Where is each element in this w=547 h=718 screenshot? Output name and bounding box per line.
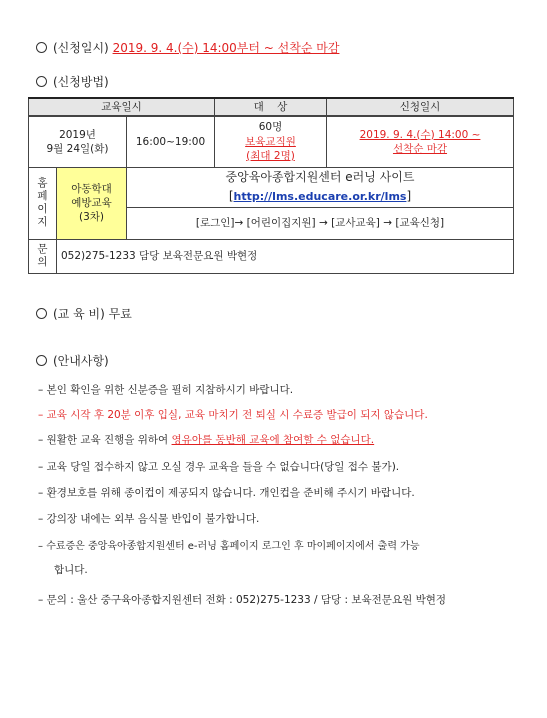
homepage-label-char: 페 bbox=[37, 190, 48, 202]
circle-bullet-icon bbox=[36, 308, 47, 319]
list-item bbox=[38, 592, 446, 607]
notice-item-1: 본인 확인을 위한 신분증을 필히 지참하시기 바랍니다. bbox=[46, 384, 294, 396]
schedule-table bbox=[28, 97, 514, 274]
circle-bullet-icon bbox=[36, 355, 47, 366]
bracket-close: ] bbox=[406, 188, 412, 203]
dash-bullet: – bbox=[38, 487, 44, 499]
table-row bbox=[29, 116, 514, 167]
homepage-label-char: 지 bbox=[37, 216, 48, 228]
list-item bbox=[38, 382, 293, 397]
date-value: 2019. 9. 4.(수) 14:00부터 ~ 선착순 마감 bbox=[112, 41, 340, 55]
notice-item-6: 강의장 내에는 외부 음식물 반입이 불가합니다. bbox=[46, 513, 260, 525]
homepage-label-char: 홈 bbox=[37, 177, 48, 189]
notice-item-3-warning: 영유아를 동반해 교육에 참여할 수 없습니다. bbox=[171, 434, 375, 446]
homepage-label-cell bbox=[29, 167, 57, 239]
table-header-row bbox=[29, 98, 514, 116]
course-name-1: 아동학대 bbox=[71, 182, 112, 195]
apply-date-end: 선착순 마감 bbox=[392, 142, 448, 155]
dash-bullet: – bbox=[38, 409, 44, 421]
header-target: 대 상 bbox=[215, 98, 327, 116]
target-cell bbox=[215, 116, 327, 167]
list-item bbox=[38, 485, 415, 500]
dash-bullet: – bbox=[38, 594, 44, 606]
dash-bullet: – bbox=[38, 513, 44, 525]
list-item bbox=[38, 459, 399, 474]
course-round: (3차) bbox=[78, 211, 105, 224]
contact-label-char: 문 bbox=[37, 243, 48, 255]
fee-label: (교 육 비) bbox=[53, 307, 105, 321]
dash-bullet: – bbox=[38, 461, 44, 473]
table-row bbox=[29, 167, 514, 207]
notice-title bbox=[36, 352, 109, 369]
dash-bullet: – bbox=[38, 541, 43, 552]
date-line bbox=[36, 39, 339, 56]
fee-line bbox=[36, 305, 132, 322]
site-url-link[interactable]: http://lms.educare.or.kr/lms bbox=[233, 189, 407, 203]
table-row bbox=[29, 239, 514, 273]
fee-value: 무료 bbox=[108, 307, 132, 321]
apply-date-cell bbox=[327, 116, 514, 167]
edu-date-cell bbox=[29, 116, 127, 167]
contact-cell: 052)275-1233 담당 보육전문요원 박현정 bbox=[57, 239, 514, 273]
dash-bullet: – bbox=[38, 434, 44, 446]
target-limit: (최대 2명) bbox=[246, 149, 295, 162]
course-cell bbox=[57, 167, 127, 239]
contact-label-char: 의 bbox=[37, 256, 48, 268]
notice-title-text: (안내사항) bbox=[53, 354, 109, 368]
edu-date-day: 9월 24일(화) bbox=[46, 142, 109, 155]
edu-date-year: 2019년 bbox=[59, 128, 96, 141]
notice-item-3-prefix: 원활한 교육 진행을 위하여 bbox=[46, 434, 172, 446]
edu-time-cell: 16:00~19:00 bbox=[127, 116, 215, 167]
date-label: (신청일시) bbox=[53, 41, 109, 55]
homepage-label-char: 이 bbox=[37, 203, 48, 215]
list-item bbox=[38, 511, 259, 526]
notice-item-2: 교육 시작 후 20분 이후 입실, 교육 마치기 전 퇴실 시 수료증 발급이 되지 않습니다. bbox=[46, 409, 428, 421]
notice-item-7-cont: 합니다. bbox=[54, 564, 88, 576]
bracket-open: [ bbox=[228, 188, 234, 203]
header-apply-date: 신청일시 bbox=[327, 98, 514, 116]
notice-item-8: 문의 : 울산 중구육아종합지원센터 전화 : 052)275-1233 / 담당 : 보육전문요원 박현정 bbox=[46, 594, 447, 606]
circle-bullet-icon bbox=[36, 42, 47, 53]
site-name: 중앙육아종합지원센터 e러닝 사이트 bbox=[225, 170, 415, 185]
notice-item-7: 수료증은 중앙육아종합지원센터 e-러닝 홈페이지 로그인 후 마이페이지에서 출력 가능 bbox=[46, 541, 420, 552]
target-group: 보육교직원 bbox=[245, 135, 296, 148]
circle-bullet-icon bbox=[36, 76, 47, 87]
header-edu-date: 교육일시 bbox=[29, 98, 215, 116]
path-cell: [로그인]→ [어린이집지원] → [교사교육] → [교육신청] bbox=[127, 207, 514, 239]
dash-bullet: – bbox=[38, 384, 44, 396]
contact-label-cell bbox=[29, 239, 57, 273]
list-item bbox=[38, 432, 374, 447]
notice-item-4: 교육 당일 접수하지 않고 오실 경우 교육을 들을 수 없습니다(당일 접수 불가). bbox=[46, 461, 400, 473]
list-item bbox=[38, 407, 428, 422]
method-line bbox=[36, 73, 109, 90]
site-cell bbox=[127, 167, 514, 207]
target-count: 60명 bbox=[258, 121, 283, 134]
list-item bbox=[38, 537, 419, 552]
method-label: (신청방법) bbox=[53, 75, 109, 89]
apply-date-start: 2019. 9. 4.(수) 14:00 ~ bbox=[359, 128, 481, 141]
course-name-2: 예방교육 bbox=[71, 196, 112, 209]
notice-item-5: 환경보호를 위해 종이컵이 제공되지 않습니다. 개인컵을 준비해 주시기 바랍니다. bbox=[46, 487, 415, 499]
